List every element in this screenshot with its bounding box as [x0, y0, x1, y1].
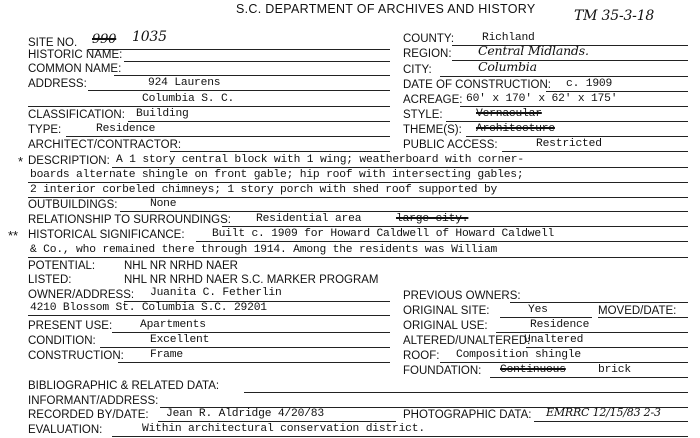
photographic-value: EMRRC 12/15/83 2-3 [546, 406, 661, 419]
evaluation-label: EVALUATION: [28, 424, 103, 436]
condition-line [100, 347, 390, 348]
original-use-value: Residence [530, 319, 590, 331]
themes-label: THEME(S): [403, 124, 462, 136]
type-value: Residence [96, 123, 156, 135]
present-use-line [112, 332, 390, 333]
listed-label: LISTED: [28, 274, 72, 286]
site-no-line [88, 49, 390, 50]
photographic-line [534, 421, 688, 422]
address-value-2: Columbia S. C. [142, 93, 235, 105]
recorded-by-value: Jean R. Aldridge 4/20/83 [166, 408, 324, 420]
bibliographic-label: BIBLIOGRAPHIC & RELATED DATA: [28, 380, 220, 392]
outbuildings-value: None [150, 198, 177, 210]
classification-line [128, 121, 390, 122]
acreage-label: ACREAGE: [403, 94, 463, 106]
description-rule-3 [28, 197, 688, 198]
address-line-1 [88, 90, 390, 91]
site-no-struck-value: 990 [92, 32, 117, 47]
outbuildings-line [120, 211, 688, 212]
historical-rule-2 [28, 257, 688, 258]
type-line [66, 136, 390, 137]
owner-value-2: 4210 Blossom St. Columbia S.C. 29201 [30, 302, 267, 314]
altered-label: ALTERED/UNALTERED: [403, 335, 531, 347]
relationship-label: RELATIONSHIP TO SURROUNDINGS: [28, 214, 231, 226]
public-access-line [502, 151, 688, 152]
style-label: STYLE: [403, 109, 443, 121]
construction-label: CONSTRUCTION: [28, 350, 124, 362]
relationship-line [222, 226, 688, 227]
form-header: S.C. DEPARTMENT OF ARCHIVES AND HISTORY [236, 2, 536, 16]
public-access-value: Restricted [536, 138, 602, 150]
address-line-2 [28, 106, 390, 107]
city-label: CITY: [403, 64, 432, 76]
outbuildings-label: OUTBUILDINGS: [28, 199, 118, 211]
potential-options: NHL NR NRHD NAER [124, 260, 238, 272]
architect-label: ARCHITECT/CONTRACTOR: [28, 139, 182, 151]
county-label: COUNTY: [403, 33, 455, 45]
corner-handwritten-note: TM 35-3-18 [574, 8, 655, 24]
themes-line [466, 136, 688, 137]
date-construction-line [546, 91, 688, 92]
owner-line-2 [28, 315, 390, 316]
photographic-label: PHOTOGRAPHIC DATA: [403, 409, 532, 421]
acreage-value: 60' x 170' x 62' x 175' [466, 93, 618, 105]
site-no-label: SITE NO. [28, 37, 78, 49]
classification-label: CLASSIFICATION: [28, 109, 125, 121]
informant-label: INFORMANT/ADDRESS: [28, 395, 159, 407]
bibliographic-line [244, 392, 688, 393]
architect-line [170, 151, 390, 152]
foundation-value-struck: Continuous [500, 364, 566, 376]
address-label: ADDRESS: [28, 78, 87, 90]
original-use-label: ORIGINAL USE: [403, 320, 488, 332]
description-line-3: 2 interior corbeled chimneys; 1 story porch with shed roof supported by [30, 184, 498, 196]
historical-line-2: & Co., who remained there through 1914. Among the residents was William [30, 244, 498, 256]
foundation-value: brick [598, 364, 631, 376]
evaluation-line [112, 436, 688, 437]
present-use-value: Apartments [140, 319, 206, 331]
description-rule-2 [28, 182, 688, 183]
site-no-value: 1035 [132, 29, 167, 45]
county-value: Richland [482, 32, 535, 44]
foundation-line [490, 377, 688, 378]
historic-name-label: HISTORIC NAME: [28, 49, 123, 61]
owner-value-1: Juanita C. Fetherlin [150, 287, 282, 299]
description-label: DESCRIPTION: [28, 155, 110, 167]
roof-label: ROOF: [403, 350, 440, 362]
type-label: TYPE: [28, 124, 62, 136]
potential-label: POTENTIAL: [28, 260, 96, 272]
condition-label: CONDITION: [28, 335, 96, 347]
description-line-2: boards alternate shingle on front gable; hip roof with intersecting gables; [30, 169, 524, 181]
date-construction-value: c. 1909 [566, 78, 613, 90]
style-value-struck: Vernacular [476, 108, 542, 120]
historic-name-line [124, 61, 390, 62]
style-line [446, 121, 688, 122]
relationship-value-struck: large city. [396, 213, 469, 225]
recorded-by-line [158, 421, 396, 422]
acreage-line [460, 106, 688, 107]
description-asterisk: * [18, 154, 24, 169]
common-name-line [114, 75, 390, 76]
themes-value-struck: Architecture [476, 123, 555, 135]
moved-date-label: MOVED/DATE: [598, 305, 677, 317]
altered-line [526, 347, 688, 348]
common-name-label: COMMON NAME: [28, 63, 122, 75]
address-value-1: 924 Laurens [148, 77, 221, 89]
original-use-line [496, 332, 688, 333]
altered-value: Unaltered [524, 334, 584, 346]
historical-rule-1 [196, 241, 688, 242]
historical-asterisks: ** [8, 228, 19, 243]
city-value: Columbia [478, 59, 537, 74]
original-site-label: ORIGINAL SITE: [403, 305, 490, 317]
historical-significance-label: HISTORICAL SIGNIFICANCE: [28, 229, 185, 241]
roof-value: Composition shingle [456, 349, 582, 361]
city-line [440, 76, 688, 77]
recorded-by-label: RECORDED BY/DATE: [28, 409, 149, 421]
condition-value: Excellent [150, 334, 210, 346]
foundation-label: FOUNDATION: [403, 365, 482, 377]
construction-value: Frame [150, 349, 183, 361]
roof-line [440, 362, 688, 363]
construction-line [118, 362, 390, 363]
public-access-label: PUBLIC ACCESS: [403, 139, 498, 151]
original-site-line [500, 317, 592, 318]
moved-date-line [598, 317, 688, 318]
previous-owners-label: PREVIOUS OWNERS: [403, 290, 521, 302]
classification-value: Building [136, 108, 189, 120]
region-label: REGION: [403, 48, 452, 60]
owner-label: OWNER/ADDRESS: [28, 289, 135, 301]
previous-owners-line [510, 302, 688, 303]
evaluation-value: Within architectural conservation district. [142, 423, 425, 435]
original-site-value: Yes [528, 304, 548, 316]
description-line-1: A 1 story central block with 1 wing; weatherboard with corner- [116, 154, 524, 166]
region-value: Central Midlands. [478, 43, 589, 58]
listed-options: NHL NR NRHD NAER S.C. MARKER PROGRAM [124, 274, 379, 286]
relationship-value: Residential area [256, 213, 362, 225]
description-rule-1 [112, 167, 688, 168]
date-construction-label: DATE OF CONSTRUCTION: [403, 79, 552, 91]
present-use-label: PRESENT USE: [28, 320, 113, 332]
historical-line-1: Built c. 1909 for Howard Caldwell of Howard Caldwell [212, 228, 555, 240]
